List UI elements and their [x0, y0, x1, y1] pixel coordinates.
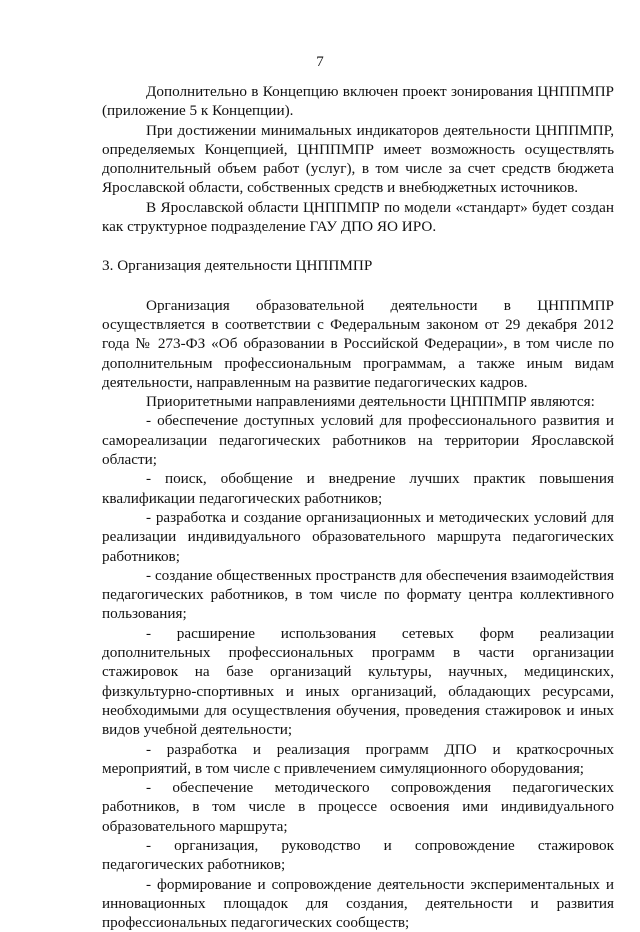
- list-item: - расширение использования сетевых форм реализации дополнительных профессиональных программ в части организации стажировок на базе организаций культуры, научных, медицинских, физкультурно-спортивных и иных организаций, обладающих ресурсами, необходимыми для осуществления обучения, проведения стажировок и иных видов учебной деятельности;: [102, 624, 614, 739]
- paragraph: При достижении минимальных индикаторов деятельности ЦНППМПР, определяемых Концепцией, ЦНППМПР имеет возможность осуществлять дополнительный объем работ (услуг), в том числе за счет средств бюджета Ярославской области, собственных средств и внебюджетных источников.: [102, 121, 614, 197]
- list-item: - формирование и сопровождение деятельности экспериментальных и инновационных площадок для создания, деятельности и развития профессиональных педагогических сообществ;: [102, 875, 614, 932]
- page-number: 7: [316, 54, 324, 70]
- list-item: - создание общественных пространств для обеспечения взаимодействия педагогических работников, в том числе по формату центра коллективного пользования;: [102, 566, 614, 623]
- list-item: - организация, руководство и сопровождение стажировок педагогических работников;: [102, 836, 614, 874]
- paragraph: Организация образовательной деятельности в ЦНППМПР осуществляется в соответствии с Федеральным законом от 29 декабря 2012 года № 273-ФЗ «Об образовании в Российской Федерации», в том числе по дополнительным профессиональным программам, а также иным видам деятельности, направленным на развитие педагогических кадров.: [102, 296, 614, 391]
- list-item: - обеспечение доступных условий для профессионального развития и самореализации педагогических работников на территории Ярославской области;: [102, 412, 614, 469]
- paragraph: В Ярославской области ЦНППМПР по модели «стандарт» будет создан как структурное подразделение ГАУ ДПО ЯО ИРО.: [102, 198, 614, 236]
- document-body: [102, 82, 614, 932]
- list-item: - поиск, обобщение и внедрение лучших практик повышения квалификации педагогических работников;: [102, 470, 614, 507]
- paragraph: Приоритетными направлениями деятельности ЦНППМПР являются:: [146, 393, 595, 411]
- paragraph: Дополнительно в Концепцию включен проект зонирования ЦНППМПР (приложение 5 к Концепции).: [102, 83, 614, 120]
- list-item: - обеспечение методического сопровождения педагогических работников, в том числе в процессе освоения ими индивидуального образовательного маршрута;: [102, 779, 614, 835]
- section-heading: 3. Организация деятельности ЦНППМПР: [102, 257, 373, 275]
- list-item: - разработка и создание организационных и методических условий для реализации индивидуального образовательного маршрута педагогических работников;: [102, 508, 614, 565]
- list-item: - разработка и реализация программ ДПО и краткосрочных мероприятий, в том числе с привлечением симуляционного оборудования;: [102, 740, 614, 777]
